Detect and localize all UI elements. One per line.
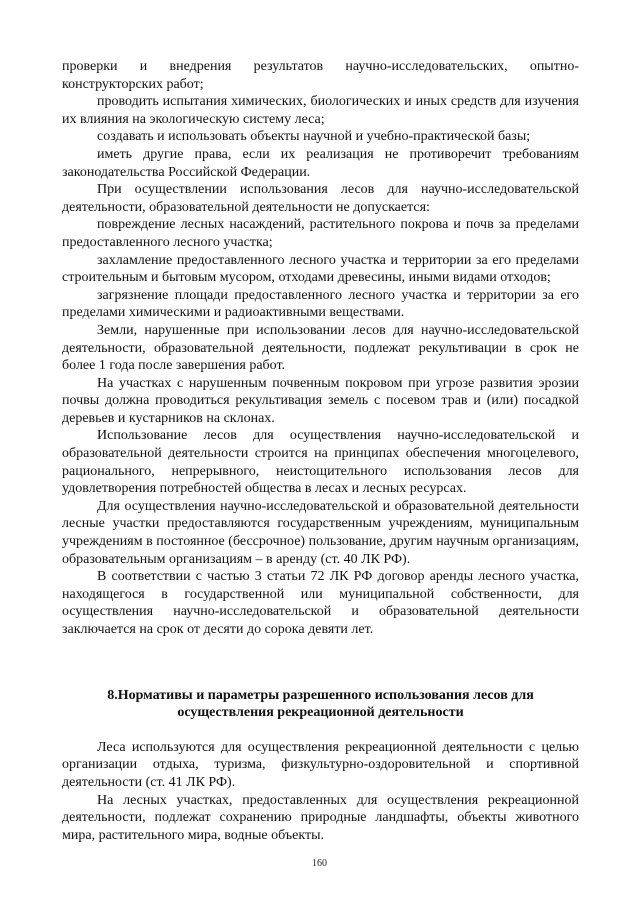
body-text-top xyxy=(62,58,579,639)
body-text-bottom xyxy=(62,739,579,845)
paragraph: создавать и использовать объекты научной и учебно-практической базы; xyxy=(97,129,531,145)
paragraph: загрязнение площади предоставленного лесного участка и территории за его пределами химическими и радиоактивными веществами. xyxy=(62,287,579,321)
paragraph: В соответствии с частью 3 статьи 72 ЛК РФ договор аренды лесного участка, находящегося в государственной или муниципальной собственности, для осуществления научно-исследовательской и образовательной деятельности заключается на срок от десяти до сорока девяти лет. xyxy=(62,569,579,637)
page-number: 160 xyxy=(312,858,327,869)
paragraph: При осуществлении использования лесов для научно-исследовательской деятельности, образовательной деятельности не допускается: xyxy=(62,182,579,215)
paragraph: Леса используются для осуществления рекреационной деятельности с целью организации отдыха, туризма, физкультурно-оздоровительной и спортивной деятельности (ст. 41 ЛК РФ). xyxy=(62,739,579,790)
paragraph: повреждение лесных насаждений, растительного покрова и почв за пределами предоставленного лесного участка; xyxy=(62,217,579,250)
paragraph: Для осуществления научно-исследовательской и образовательной деятельности лесные участки предоставляются государственным учреждениям, муниципальным учреждениям в постоянное (бессрочное) пользование, другим научным организациям, образовательным организациям – в аренду (ст. 40 ЛК РФ). xyxy=(62,498,579,567)
paragraph: Использование лесов для осуществления научно-исследовательской и образовательной деятельности строится на принципах обеспечения многоцелевого, рационального, непрерывного, неистощительного использования лесов для удовлетворения потребностей общества в лесах и лесных ресурсах. xyxy=(62,428,579,497)
paragraph: проверки и внедрения результатов научно-исследовательских, опытно-конструкторских работ; xyxy=(62,59,579,92)
paragraph: иметь другие права, если их реализация не противоречит требованиям законодательства Российской Федерации. xyxy=(62,146,579,180)
paragraph: На участках с нарушенным почвенным покровом при угрозе развития эрозии почвы должна проводиться рекультивация земель с посевом трав и (или) посадкой деревьев и кустарников на склонах. xyxy=(62,375,579,426)
section-heading xyxy=(62,687,579,722)
section-heading-line: 8.Нормативы и параметры разрешенного использования лесов для xyxy=(107,687,534,703)
spacer xyxy=(62,722,579,739)
paragraph: На лесных участках, предоставленных для осуществления рекреационной деятельности, подлежат сохранению природные ландшафты, объекты животного мира, растительного мира, водные объекты. xyxy=(62,792,579,843)
paragraph: захламление предоставленного лесного участка и территории за его пределами строительным и бытовым мусором, отходами древесины, иными видами отходов; xyxy=(62,252,579,286)
section-heading-line: осуществления рекреационной деятельности xyxy=(177,705,464,721)
paragraph: Земли, нарушенные при использовании лесов для научно-исследовательской деятельности, образовательной деятельности, подлежат рекультивации в срок не более 1 года после завершения работ. xyxy=(62,322,579,374)
paragraph: проводить испытания химических, биологических и иных средств для изучения их влияния на экологическую систему леса; xyxy=(62,94,579,127)
